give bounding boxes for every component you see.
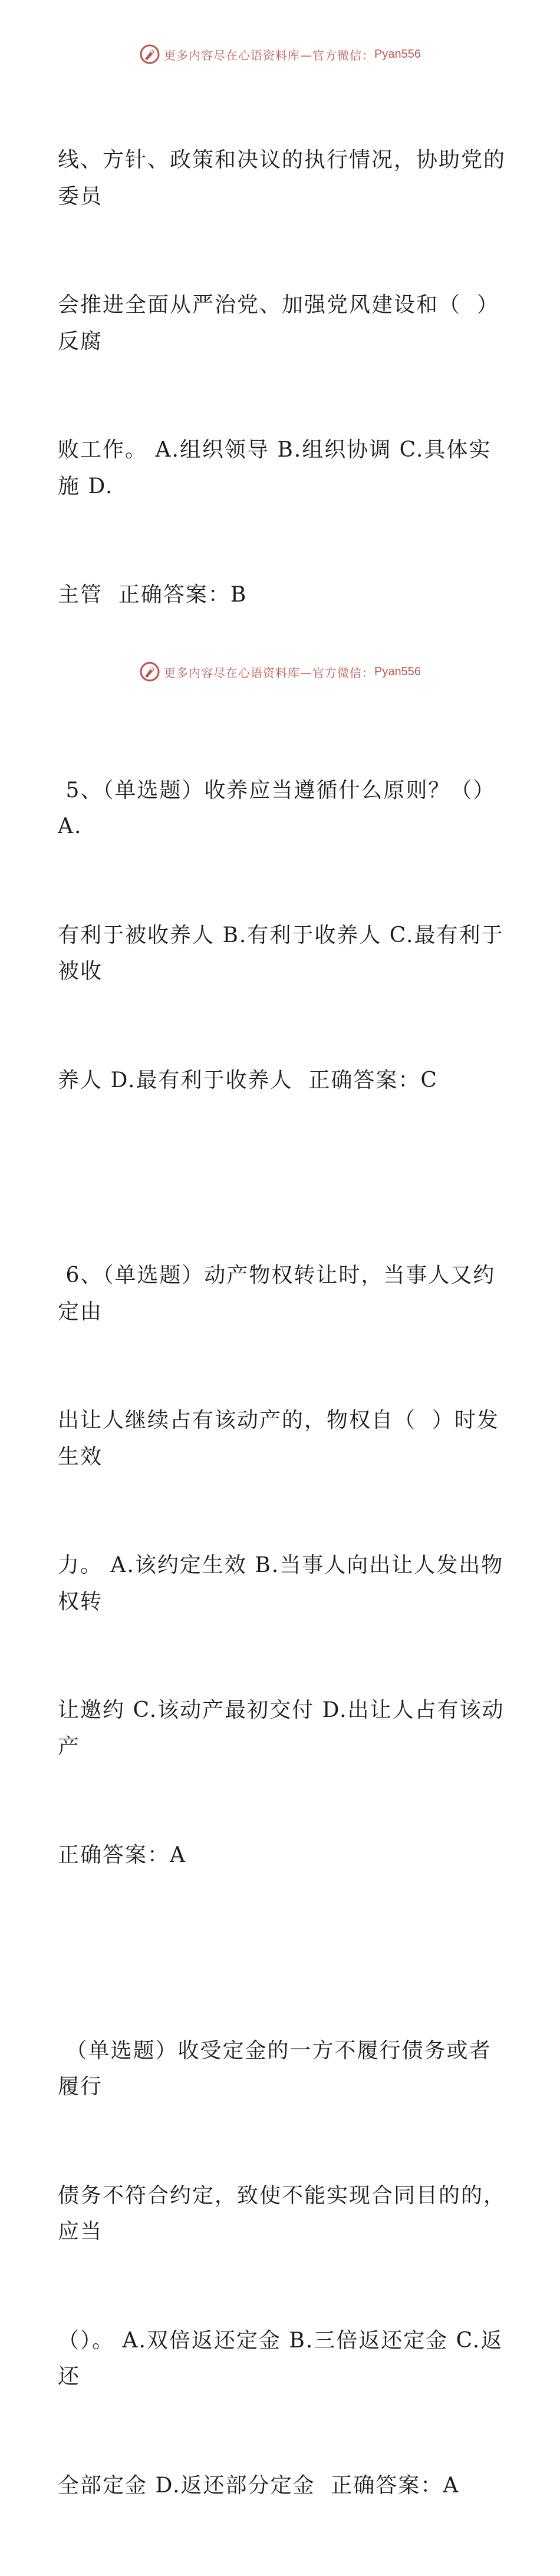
banner-text: 更多内容尽在心语资料库—官方微信： [164, 46, 374, 63]
text-line: 债务不符合约定，致使不能实现合同目的的，应当 [58, 2178, 506, 2250]
footer-banner [0, 660, 560, 683]
wechat-id: Pyan556 [374, 48, 421, 61]
text-line: 6、（单选题）动产物权转让时，当事人又约定由 [58, 1257, 506, 1330]
pen-nib-logo-icon [139, 661, 160, 682]
question-paragraph [58, 1960, 506, 2576]
text-line: 出让人继续占有该动产的，物权自（ ）时发生效 [58, 1402, 506, 1475]
text-line: 有利于被收养人 B.有利于收养人 C.最有利于被收 [58, 917, 506, 990]
question-paragraph [58, 70, 506, 686]
text-line: （单选题）收受定金的一方不履行债务或者履行 [58, 2033, 506, 2105]
text-line: 会推进全面从严治党、加强党风建设和（ ）反腐 [58, 287, 506, 359]
question-paragraph [58, 700, 506, 1171]
wechat-id: Pyan556 [374, 665, 421, 679]
text-line: 全部定金 D.返还部分定金 正确答案：A [58, 2468, 506, 2504]
text-line: 5、（单选题）收养应当遵循什么原则？（） A. [58, 772, 506, 845]
banner-text: 更多内容尽在心语资料库—官方微信： [164, 663, 374, 681]
text-line: 力。 A.该约定生效 B.当事人向出让人发出物权转 [58, 1547, 506, 1620]
text-line: 主管 正确答案：B [58, 577, 506, 613]
header-banner [0, 42, 560, 66]
text-line: 败工作。 A.组织领导 B.组织协调 C.具体实施 D. [58, 432, 506, 504]
pen-nib-logo-icon [139, 44, 160, 65]
text-line: 让邀约 C.该动产最初交付 D.出让人占有该动产 [58, 1692, 506, 1765]
question-paragraph [58, 1185, 506, 1946]
document-body [58, 70, 506, 2576]
text-line: 线、方针、政策和决议的执行情况，协助党的委员 [58, 142, 506, 214]
text-line: （）。 A.双倍返还定金 B.三倍返还定金 C.返还 [58, 2323, 506, 2395]
text-line: 正确答案：A [58, 1837, 506, 1874]
text-line: 养人 D.最有利于收养人 正确答案：C [58, 1062, 506, 1099]
